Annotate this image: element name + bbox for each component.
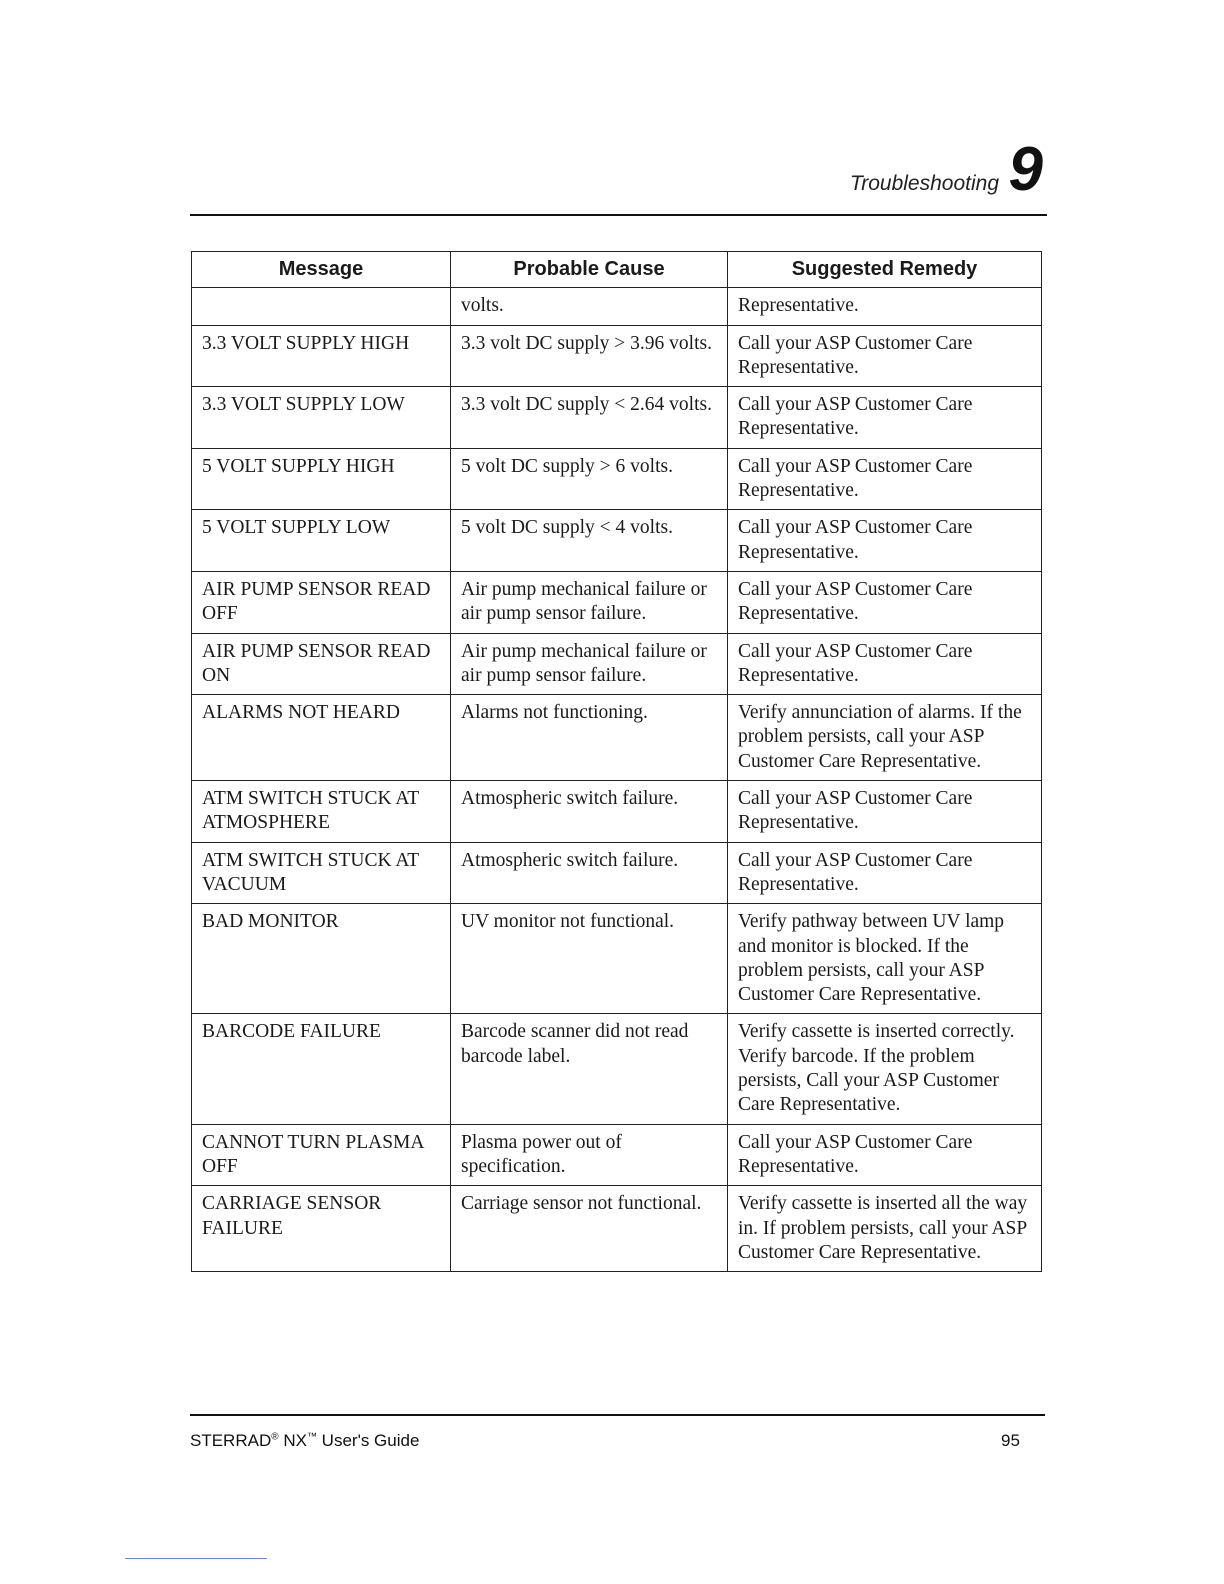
message-cell: ATM SWITCH STUCK AT VACUUM (192, 842, 451, 904)
remedy-cell: Call your ASP Customer Care Representative. (728, 781, 1042, 843)
table-row (192, 633, 1042, 695)
remedy-cell: Verify cassette is inserted all the way in. If problem persists, call your ASP Customer Care Representative. (728, 1186, 1042, 1272)
cause-cell: Plasma power out of specification. (451, 1124, 728, 1186)
remedy-cell: Call your ASP Customer Care Representative. (728, 325, 1042, 387)
remedy-cell: Call your ASP Customer Care Representative. (728, 448, 1042, 510)
remedy-cell: Verify cassette is inserted correctly. Verify barcode. If the problem persists, Call your ASP Customer Care Representative. (728, 1014, 1042, 1124)
message-cell: 5 VOLT SUPPLY HIGH (192, 448, 451, 510)
message-cell: CARRIAGE SENSOR FAILURE (192, 1186, 451, 1272)
cause-cell: 5 volt DC supply < 4 volts. (451, 510, 728, 572)
remedy-cell: Call your ASP Customer Care Representative. (728, 571, 1042, 633)
table-row (192, 781, 1042, 843)
message-cell: 5 VOLT SUPPLY LOW (192, 510, 451, 572)
remedy-cell: Call your ASP Customer Care Representative. (728, 1124, 1042, 1186)
chapter-number: 9 (1008, 135, 1043, 204)
header-rule (190, 214, 1047, 216)
message-cell: ATM SWITCH STUCK AT ATMOSPHERE (192, 781, 451, 843)
page-number: 95 (1001, 1431, 1020, 1450)
remedy-cell: Call your ASP Customer Care Representative. (728, 842, 1042, 904)
page-header (190, 130, 1047, 216)
cause-cell: Air pump mechanical failure or air pump sensor failure. (451, 571, 728, 633)
cause-cell: Atmospheric switch failure. (451, 781, 728, 843)
table-row (192, 1124, 1042, 1186)
message-cell: ALARMS NOT HEARD (192, 695, 451, 781)
table-row (192, 448, 1042, 510)
cause-cell: Barcode scanner did not read barcode label. (451, 1014, 728, 1124)
footer-rule (190, 1414, 1045, 1416)
scan-artifact-line (125, 1558, 267, 1559)
message-cell: 3.3 VOLT SUPPLY HIGH (192, 325, 451, 387)
table-row (192, 904, 1042, 1014)
guide-title: User's Guide (316, 1431, 420, 1450)
cause-cell: UV monitor not functional. (451, 904, 728, 1014)
table-row (192, 571, 1042, 633)
section-name: Troubleshooting (849, 172, 999, 195)
table-row (192, 387, 1042, 449)
message-cell: CANNOT TURN PLASMA OFF (192, 1124, 451, 1186)
cause-cell: 3.3 volt DC supply > 3.96 volts. (451, 325, 728, 387)
product-name: STERRAD (190, 1431, 272, 1450)
table-row (192, 288, 1042, 325)
remedy-cell: Call your ASP Customer Care Representative. (728, 510, 1042, 572)
message-cell: AIR PUMP SENSOR READ ON (192, 633, 451, 695)
remedy-cell: Verify annunciation of alarms. If the problem persists, call your ASP Customer Care Representative. (728, 695, 1042, 781)
table-row (192, 695, 1042, 781)
footer-guide-title (190, 1431, 419, 1451)
message-cell: BARCODE FAILURE (192, 1014, 451, 1124)
table-row (192, 1186, 1042, 1272)
table-row (192, 842, 1042, 904)
column-header-suggested-remedy: Suggested Remedy (728, 252, 1042, 288)
message-cell: 3.3 VOLT SUPPLY LOW (192, 387, 451, 449)
cause-cell: Alarms not functioning. (451, 695, 728, 781)
table-row (192, 325, 1042, 387)
cause-cell: Atmospheric switch failure. (451, 842, 728, 904)
trademark-mark: ™ (306, 1431, 317, 1443)
column-header-message: Message (192, 252, 451, 288)
table-header-row (192, 252, 1042, 288)
table-row (192, 1014, 1042, 1124)
registered-mark: ® (271, 1431, 279, 1443)
remedy-cell: Verify pathway between UV lamp and monitor is blocked. If the problem persists, call your ASP Customer Care Representative. (728, 904, 1042, 1014)
remedy-cell: Representative. (728, 288, 1042, 325)
message-cell (192, 288, 451, 325)
remedy-cell: Call your ASP Customer Care Representative. (728, 387, 1042, 449)
cause-cell: Air pump mechanical failure or air pump sensor failure. (451, 633, 728, 695)
message-cell: AIR PUMP SENSOR READ OFF (192, 571, 451, 633)
cause-cell: 5 volt DC supply > 6 volts. (451, 448, 728, 510)
model-name: NX (278, 1431, 307, 1450)
cause-cell: volts. (451, 288, 728, 325)
remedy-cell: Call your ASP Customer Care Representative. (728, 633, 1042, 695)
message-cell: BAD MONITOR (192, 904, 451, 1014)
cause-cell: Carriage sensor not functional. (451, 1186, 728, 1272)
troubleshooting-table (191, 251, 1042, 1272)
column-header-probable-cause: Probable Cause (451, 252, 728, 288)
table-row (192, 510, 1042, 572)
cause-cell: 3.3 volt DC supply < 2.64 volts. (451, 387, 728, 449)
